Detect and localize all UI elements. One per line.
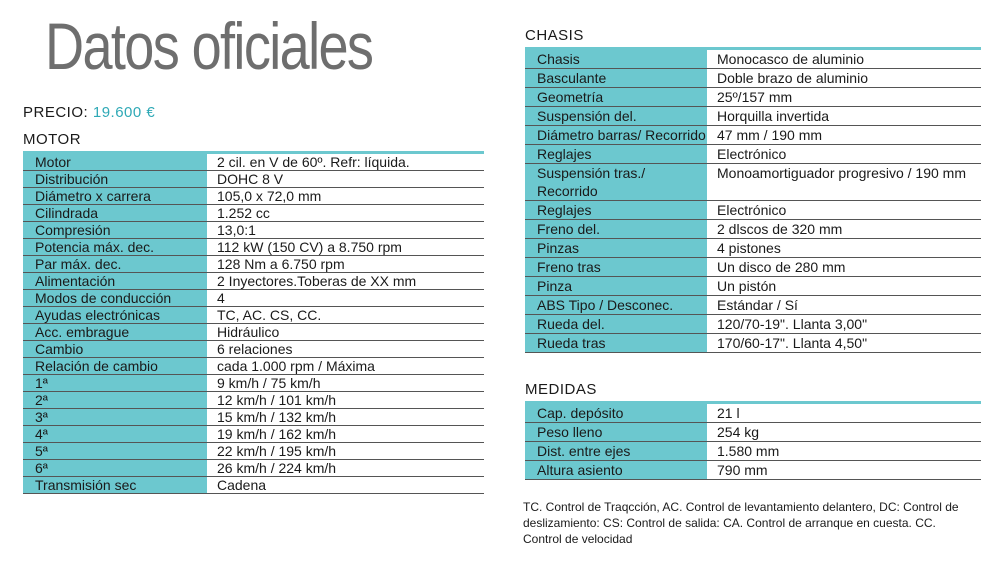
table-row xyxy=(23,392,484,409)
spec-value: 13,0:1 xyxy=(207,222,484,239)
spec-value: 22 km/h / 195 km/h xyxy=(207,443,484,460)
spec-label: 6ª xyxy=(23,460,207,477)
table-row xyxy=(23,375,484,392)
table-row xyxy=(23,460,484,477)
spec-label: Motor xyxy=(23,153,207,171)
spec-value: 6 relaciones xyxy=(207,341,484,358)
table-row xyxy=(525,315,981,334)
spec-label: 4ª xyxy=(23,426,207,443)
price-value: 19.600 € xyxy=(92,104,156,121)
spec-value: Electrónico xyxy=(707,201,981,220)
spec-value: 15 km/h / 132 km/h xyxy=(207,409,484,426)
page-title: Datos oficiales xyxy=(45,9,373,83)
spec-label: Alimentación xyxy=(23,273,207,290)
spec-value: 105,0 x 72,0 mm xyxy=(207,188,484,205)
spec-value: Electrónico xyxy=(707,145,981,164)
table-row xyxy=(525,403,981,423)
spec-label: Relación de cambio xyxy=(23,358,207,375)
spec-value: 1.580 mm xyxy=(707,442,981,461)
chasis-table xyxy=(525,47,981,353)
spec-label: Distribución xyxy=(23,171,207,188)
table-row xyxy=(525,201,981,220)
spec-label: Cambio xyxy=(23,341,207,358)
table-row xyxy=(23,290,484,307)
motor-heading: MOTOR xyxy=(23,131,82,148)
spec-value: 9 km/h / 75 km/h xyxy=(207,375,484,392)
table-row xyxy=(525,461,981,480)
spec-value: 2 Inyectores.Toberas de XX mm xyxy=(207,273,484,290)
spec-value: Doble brazo de aluminio xyxy=(707,69,981,88)
motor-table xyxy=(23,151,484,494)
spec-label: 5ª xyxy=(23,443,207,460)
spec-label: Freno del. xyxy=(525,220,707,239)
table-row xyxy=(525,164,981,201)
spec-label: Reglajes xyxy=(525,201,707,220)
table-row xyxy=(23,477,484,494)
spec-label: Compresión xyxy=(23,222,207,239)
table-row xyxy=(525,69,981,88)
spec-value: Un disco de 280 mm xyxy=(707,258,981,277)
table-row xyxy=(525,442,981,461)
spec-label: 1ª xyxy=(23,375,207,392)
spec-label: Chasis xyxy=(525,49,707,69)
table-row xyxy=(23,205,484,222)
spec-value: 47 mm / 190 mm xyxy=(707,126,981,145)
table-row xyxy=(23,443,484,460)
spec-value: 12 km/h / 101 km/h xyxy=(207,392,484,409)
chasis-heading: CHASIS xyxy=(525,27,584,44)
price-label: PRECIO: xyxy=(23,104,89,121)
table-row xyxy=(23,324,484,341)
table-row xyxy=(23,358,484,375)
spec-label: 3ª xyxy=(23,409,207,426)
spec-value: 21 l xyxy=(707,403,981,423)
spec-value: Horquilla invertida xyxy=(707,107,981,126)
price xyxy=(23,104,155,121)
spec-value: TC, AC. CS, CC. xyxy=(207,307,484,324)
table-row xyxy=(23,171,484,188)
medidas-heading: MEDIDAS xyxy=(525,381,597,398)
spec-value: Un pistón xyxy=(707,277,981,296)
spec-value: Estándar / Sí xyxy=(707,296,981,315)
spec-value: Cadena xyxy=(207,477,484,494)
spec-label: Par máx. dec. xyxy=(23,256,207,273)
table-row xyxy=(23,409,484,426)
spec-label: Basculante xyxy=(525,69,707,88)
table-row xyxy=(525,239,981,258)
spec-label: Reglajes xyxy=(525,145,707,164)
table-row xyxy=(23,153,484,171)
spec-value: 2 cil. en V de 60º. Refr: líquida. xyxy=(207,153,484,171)
table-row xyxy=(525,423,981,442)
table-row xyxy=(525,88,981,107)
spec-label: Cap. depósito xyxy=(525,403,707,423)
spec-label: Ayudas electrónicas xyxy=(23,307,207,324)
spec-label: Potencia máx. dec. xyxy=(23,239,207,256)
spec-label: Pinza xyxy=(525,277,707,296)
spec-value: 790 mm xyxy=(707,461,981,480)
table-row xyxy=(525,258,981,277)
spec-label: Pinzas xyxy=(525,239,707,258)
table-row xyxy=(23,188,484,205)
spec-label: Suspensión tras./ Recorrido xyxy=(525,164,707,201)
table-row xyxy=(525,107,981,126)
table-row xyxy=(525,296,981,315)
spec-label: 2ª xyxy=(23,392,207,409)
spec-label: Cilindrada xyxy=(23,205,207,222)
spec-value: Monoamortiguador progresivo / 190 mm xyxy=(707,164,981,201)
table-row xyxy=(23,341,484,358)
spec-value: 4 pistones xyxy=(707,239,981,258)
spec-label: Suspensión del. xyxy=(525,107,707,126)
table-row xyxy=(23,307,484,324)
table-row xyxy=(23,256,484,273)
table-row xyxy=(23,239,484,256)
spec-label: Freno tras xyxy=(525,258,707,277)
spec-value: 2 dlscos de 320 mm xyxy=(707,220,981,239)
spec-label: Rueda del. xyxy=(525,315,707,334)
medidas-table xyxy=(525,401,981,480)
spec-value: 170/60-17". Llanta 4,50" xyxy=(707,334,981,353)
spec-label: Acc. embrague xyxy=(23,324,207,341)
table-row xyxy=(525,334,981,353)
spec-label: ABS Tipo / Desconec. xyxy=(525,296,707,315)
spec-value: 4 xyxy=(207,290,484,307)
spec-value: Hidráulico xyxy=(207,324,484,341)
spec-value: 1.252 cc xyxy=(207,205,484,222)
table-row xyxy=(525,126,981,145)
spec-value: 25º/157 mm xyxy=(707,88,981,107)
spec-value: 19 km/h / 162 km/h xyxy=(207,426,484,443)
spec-value: 120/70-19". Llanta 3,00" xyxy=(707,315,981,334)
spec-label: Rueda tras xyxy=(525,334,707,353)
spec-label: Peso lleno xyxy=(525,423,707,442)
spec-value: DOHC 8 V xyxy=(207,171,484,188)
spec-value: cada 1.000 rpm / Máxima xyxy=(207,358,484,375)
table-row xyxy=(525,145,981,164)
table-row xyxy=(525,49,981,69)
spec-value: 112 kW (150 CV) a 8.750 rpm xyxy=(207,239,484,256)
table-row xyxy=(23,426,484,443)
spec-label: Transmisión sec xyxy=(23,477,207,494)
spec-value: 254 kg xyxy=(707,423,981,442)
spec-label: Geometría xyxy=(525,88,707,107)
footnote: TC. Control de Traqcción, AC. Control de levantamiento delantero, DC: Control de deslizamiento: CS: Control de salida: CA. Control de arranque en cuesta. CC. Control de velocidad xyxy=(523,500,959,546)
table-row xyxy=(525,220,981,239)
table-row xyxy=(23,273,484,290)
spec-value: 26 km/h / 224 km/h xyxy=(207,460,484,477)
spec-label: Dist. entre ejes xyxy=(525,442,707,461)
spec-label: Altura asiento xyxy=(525,461,707,480)
spec-label: Diámetro x carrera xyxy=(23,188,207,205)
spec-value: Monocasco de aluminio xyxy=(707,49,981,69)
spec-label: Diámetro barras/ Recorrido xyxy=(525,126,707,145)
spec-value: 128 Nm a 6.750 rpm xyxy=(207,256,484,273)
table-row xyxy=(525,277,981,296)
spec-label: Modos de conducción xyxy=(23,290,207,307)
table-row xyxy=(23,222,484,239)
